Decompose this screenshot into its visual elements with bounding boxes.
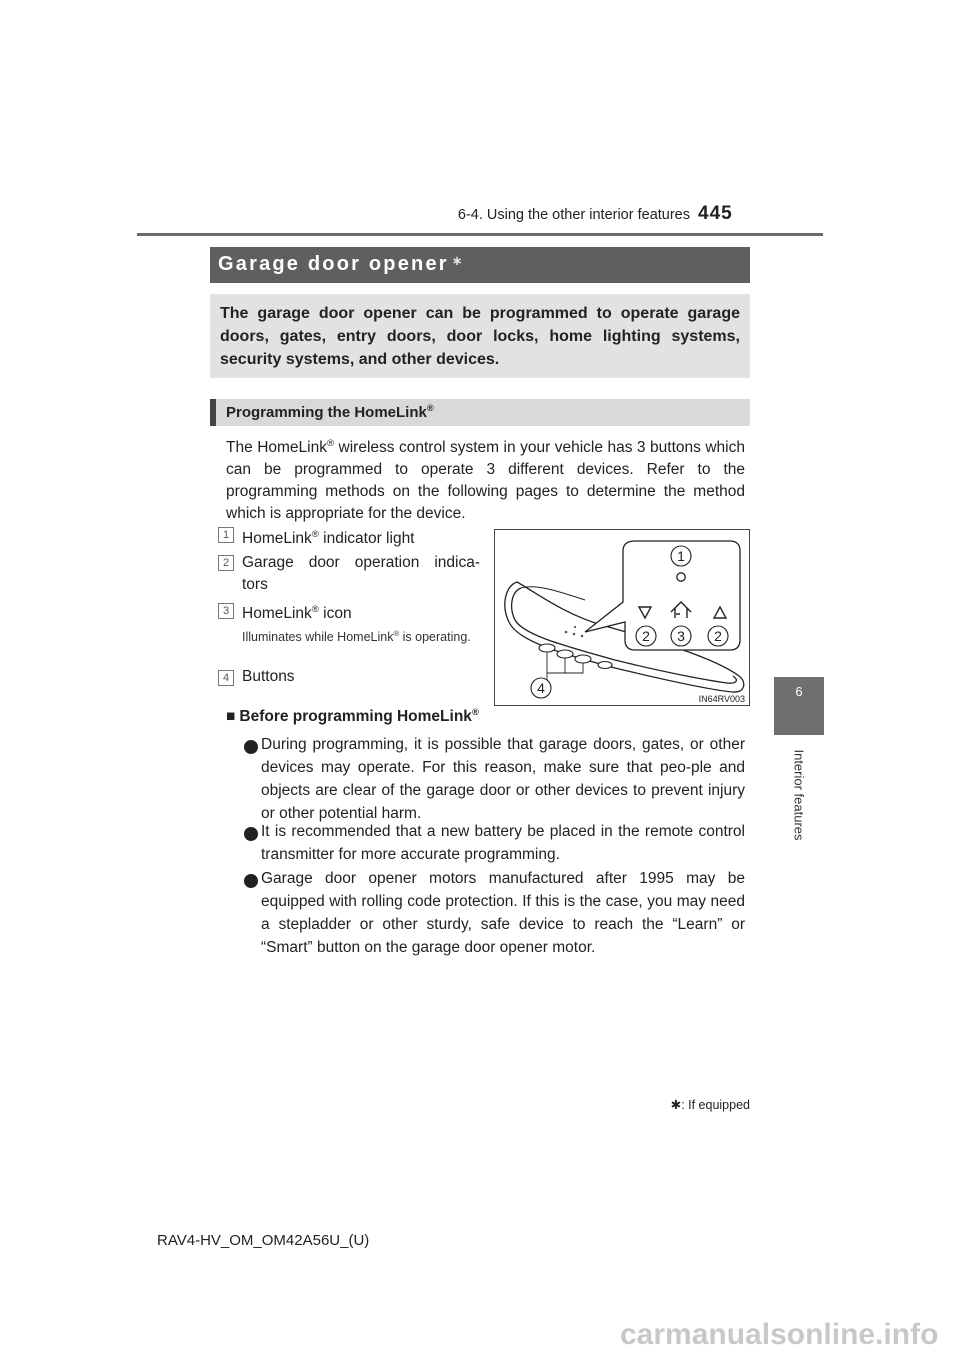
- title-bar: [210, 247, 750, 283]
- list-item: [242, 524, 415, 550]
- item-number-4: 4: [218, 670, 234, 686]
- bullet-item: It is recommended that a new battery be placed in the remote control transmitter for more accurate programming.: [261, 823, 745, 863]
- watermark: carmanualsonline.info: [620, 1318, 939, 1351]
- manual-code: RAV4-HV_OM_OM42A56U_(U): [157, 1232, 370, 1249]
- registered-mark: ®: [311, 529, 319, 540]
- chapter-number: 6: [795, 684, 803, 699]
- note-text: Illuminates while HomeLink: [242, 630, 394, 645]
- page-number: 445: [698, 203, 733, 224]
- bullet-icon: [244, 827, 258, 841]
- registered-mark: ®: [326, 438, 335, 449]
- section-heading: 6-4. Using the other interior features: [457, 207, 690, 223]
- list-item: Garage door operation indica-: [242, 554, 480, 571]
- subheading-bar: [210, 399, 750, 426]
- square-bullet-icon: ■: [226, 708, 236, 726]
- item-number-1: 1: [218, 527, 234, 543]
- item-note: [242, 626, 480, 645]
- rearview-mirror-illustration: [495, 530, 749, 705]
- subheading-marker: [210, 399, 216, 426]
- bullet-icon: [244, 874, 258, 888]
- chapter-label: Interior features: [791, 749, 807, 841]
- bullet-item: Garage door opener motors manufactured after 1995 may be equipped with rolling code protection. If this is the case, you may need a stepladder or other sturdy, safe device to reach the “Learn” or “Smart” button on the garage door opener motor.: [261, 870, 745, 956]
- callout-4: 4: [537, 680, 545, 696]
- registered-mark: ®: [426, 403, 434, 413]
- subheading-text: [226, 403, 434, 421]
- intro-box: [210, 294, 750, 378]
- chapter-label-box: [779, 740, 819, 850]
- item-number-3: 3: [218, 603, 234, 619]
- figure-code: IN64RV003: [698, 694, 745, 704]
- footnote-text: : If equipped: [681, 1098, 750, 1112]
- callout-2-right: 2: [714, 628, 722, 644]
- callout-1: 1: [677, 548, 685, 564]
- list-item: [242, 599, 352, 625]
- equipped-star-icon: ∗: [451, 253, 463, 268]
- paragraph-part2: wireless control system in your vehicle has 3 buttons which can be programmed to operate 3 different devices. Refer to the programming methods on the following pages to determine the method which is appropriate for the device.: [226, 439, 745, 523]
- registered-mark: ®: [393, 629, 400, 638]
- item-text: HomeLink: [242, 530, 312, 548]
- page-title-text: Garage door opener: [218, 253, 449, 275]
- mirror-figure: [494, 529, 750, 706]
- item-text: HomeLink: [242, 605, 312, 623]
- body-paragraph: [226, 433, 745, 525]
- footnote: [628, 1097, 750, 1112]
- list-item: Buttons: [242, 668, 295, 685]
- paragraph-part1: The HomeLink: [226, 439, 327, 457]
- header-rule: [137, 233, 823, 236]
- indicator-dots: [565, 626, 584, 637]
- subheading-label: Programming the HomeLink: [226, 404, 427, 421]
- callout-3: 3: [677, 628, 685, 644]
- item-number-2: 2: [218, 555, 234, 571]
- section-title: Before programming HomeLink: [239, 708, 472, 726]
- item-text: icon: [318, 605, 352, 623]
- section-heading-before: [226, 707, 479, 726]
- bullet-item: During programming, it is possible that garage doors, gates, or other devices may operate. For this reason, make sure that peo-ple and objects are clear of the garage door or other devices to prevent injury or other potential harm.: [261, 736, 745, 822]
- callout-2-left: 2: [642, 628, 650, 644]
- chapter-tab[interactable]: [774, 677, 824, 735]
- intro-text: The garage door opener can be programmed to operate garage doors, gates, entry doors, door locks, home lighting systems, security systems, and other devices.: [220, 305, 740, 368]
- item-text: indicator light: [318, 530, 415, 548]
- list-item-continued: tors: [242, 576, 268, 593]
- page-title: [218, 253, 463, 276]
- equipped-star-icon: ✱: [670, 1098, 682, 1112]
- registered-mark: ®: [311, 604, 319, 615]
- note-text: is operating.: [399, 630, 471, 645]
- registered-mark: ®: [471, 707, 479, 718]
- bullet-icon: [244, 740, 258, 754]
